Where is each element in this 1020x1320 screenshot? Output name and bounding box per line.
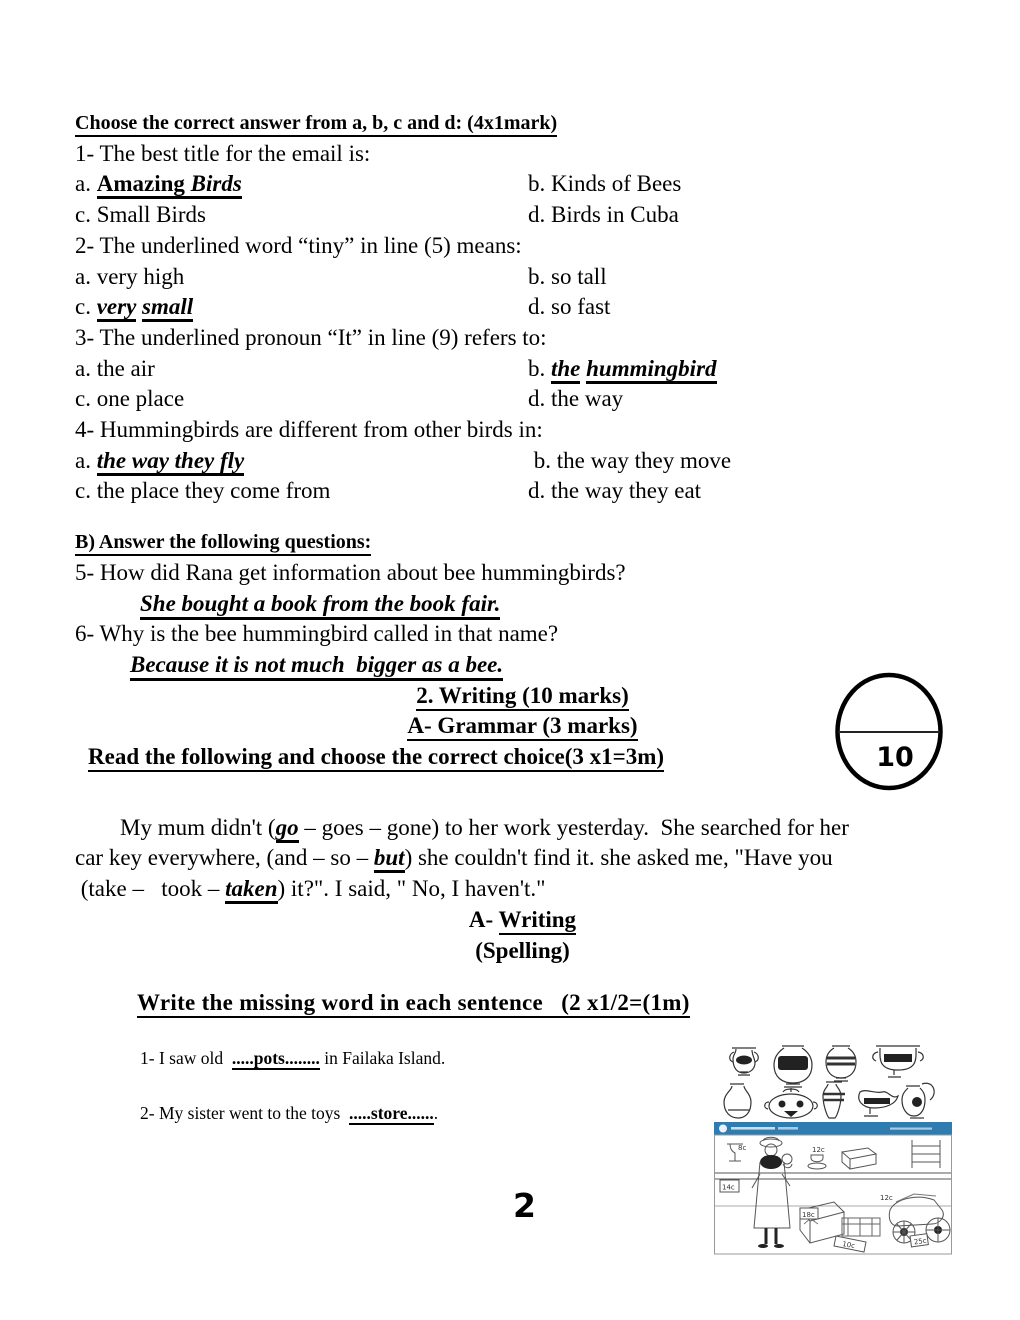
grammar-title-text: A- Grammar (3 marks) bbox=[407, 713, 637, 741]
item-text: 1- I saw old bbox=[140, 1047, 232, 1068]
paragraph-line-1-inner bbox=[75, 813, 970, 844]
spelling-title-prefix: A- bbox=[468, 906, 499, 932]
option-label: a. bbox=[75, 171, 97, 197]
para-text: ) she couldn't find it. she asked me, "Have you bbox=[404, 845, 833, 871]
question-4: 4- Hummingbirds are different from other birds in: bbox=[75, 417, 543, 443]
answer-5-text: She bought a book from the book fair. bbox=[140, 591, 500, 620]
para-text: – goes – gone) to her work yesterday. She searched for her bbox=[298, 814, 849, 840]
answer-word: Birds bbox=[184, 171, 242, 197]
spelling-instruction-text: Write the missing word in each sentence (2 x1/2=(1m) bbox=[137, 990, 690, 1018]
option-label: c. bbox=[75, 294, 97, 320]
para-text: ) it?". I said, " No, I haven't." bbox=[277, 876, 546, 902]
q3-option-d: d. the way bbox=[528, 386, 624, 412]
paragraph-line-3 bbox=[75, 874, 970, 905]
mcq-heading-text: Choose the correct answer from a, b, c and d: (4x1mark) bbox=[75, 112, 557, 137]
vases-row-2 bbox=[724, 1082, 934, 1118]
q3-answer: hummingbird bbox=[586, 356, 716, 384]
score-value: 10 bbox=[876, 742, 914, 773]
q4-options-cd bbox=[75, 476, 970, 507]
paragraph-line-1 bbox=[75, 813, 970, 844]
q1-option-c: c. Small Birds bbox=[75, 202, 206, 228]
grammar-instruction-text: Read the following and choose the correct choice(3 x1=3m) bbox=[88, 744, 664, 772]
q4-option-d: d. the way they eat bbox=[528, 478, 702, 504]
q1-options-cd bbox=[75, 200, 970, 231]
spelling-title bbox=[75, 905, 970, 936]
question-6: 6- Why is the bee hummingbird called in that name? bbox=[75, 621, 559, 647]
q1-options-ab bbox=[75, 169, 970, 200]
q3-options-ab bbox=[75, 354, 970, 385]
spelling-subtitle: (Spelling) bbox=[475, 937, 570, 963]
paragraph-line-2 bbox=[75, 843, 970, 874]
q1-answer bbox=[97, 171, 242, 199]
q1-option-d: d. Birds in Cuba bbox=[528, 202, 679, 228]
chosen-word: but bbox=[374, 845, 405, 873]
q4-option-c: c. the place they come from bbox=[75, 478, 331, 504]
section-b-heading-text: B) Answer the following questions: bbox=[75, 531, 371, 556]
option-label: a. bbox=[75, 447, 97, 473]
section-b-heading bbox=[75, 527, 970, 558]
price-tag: 8c bbox=[738, 1144, 747, 1152]
vases-row-1 bbox=[730, 1046, 923, 1087]
q3-answer: the bbox=[551, 356, 580, 384]
answer-6-text: Because it is not much bigger as a bee. bbox=[130, 652, 503, 681]
q4-option-b: b. the way they move bbox=[528, 447, 732, 473]
grammar-paragraph bbox=[75, 813, 970, 905]
q2-options-cd bbox=[75, 292, 970, 323]
price-tag: 18c bbox=[802, 1211, 815, 1219]
question-1: 1- The best title for the email is: bbox=[75, 140, 371, 166]
q4-answer: the way they fly bbox=[97, 448, 245, 476]
para-text: My mum didn't ( bbox=[120, 814, 276, 840]
q4-option-a bbox=[75, 446, 528, 477]
q1-option-a bbox=[75, 169, 528, 200]
q3-options-cd bbox=[75, 384, 970, 415]
price-tag: 14c bbox=[722, 1183, 735, 1192]
score-circle bbox=[834, 672, 944, 791]
question-5: 5- How did Rana get information about bee hummingbirds? bbox=[75, 559, 626, 585]
item-1-answer-blank: .....pots........ bbox=[231, 1047, 320, 1068]
item-text: in Failaka Island. bbox=[319, 1047, 446, 1068]
chosen-word: taken bbox=[225, 876, 277, 904]
q2-option-d: d. so fast bbox=[528, 294, 611, 320]
q1-option-b: b. Kinds of Bees bbox=[528, 171, 682, 197]
answer-word: Amazing bbox=[96, 171, 185, 197]
para-text: car key everywhere, (and – so – bbox=[75, 845, 374, 871]
item-text: . bbox=[433, 1102, 439, 1123]
q3-option-a: a. the air bbox=[75, 355, 155, 381]
q2-option-b: b. so tall bbox=[528, 263, 607, 289]
price-tag: 12c bbox=[880, 1194, 893, 1202]
mcq-heading bbox=[75, 108, 970, 139]
question-3: 3- The underlined pronoun “It” in line (9) refers to: bbox=[75, 324, 547, 350]
price-tag: 25c bbox=[913, 1236, 928, 1247]
chosen-word: go bbox=[276, 815, 299, 843]
writing-title-text: 2. Writing (10 marks) bbox=[416, 683, 629, 711]
para-text: (take – took – bbox=[75, 876, 226, 902]
price-tag: 10c bbox=[841, 1240, 856, 1251]
answer-5 bbox=[140, 589, 970, 620]
item-2-answer-blank: .....store...... bbox=[349, 1102, 434, 1123]
question-2: 2- The underlined word “tiny” in line (5) means: bbox=[75, 232, 522, 258]
pots-shop-illustration bbox=[714, 1040, 952, 1255]
q3-option-b bbox=[528, 354, 970, 385]
q2-option-a: a. very high bbox=[75, 263, 185, 289]
q2-options-ab bbox=[75, 262, 970, 293]
banner-bar bbox=[714, 1122, 952, 1135]
spelling-instruction bbox=[137, 988, 970, 1019]
item-text: 2- My sister went to the toys bbox=[140, 1102, 350, 1123]
page-number: 2 bbox=[513, 1186, 536, 1225]
document-body bbox=[75, 108, 970, 1126]
q3-option-c: c. one place bbox=[75, 386, 185, 412]
q2-answer: small bbox=[142, 294, 193, 322]
spelling-title-word: Writing bbox=[499, 907, 577, 935]
price-tags bbox=[720, 1144, 928, 1250]
price-tag: 12c bbox=[812, 1146, 825, 1154]
q4-options-ab bbox=[75, 446, 970, 477]
q2-answer: very bbox=[97, 294, 137, 322]
option-label: b. bbox=[528, 355, 551, 381]
q2-option-c bbox=[75, 292, 528, 323]
